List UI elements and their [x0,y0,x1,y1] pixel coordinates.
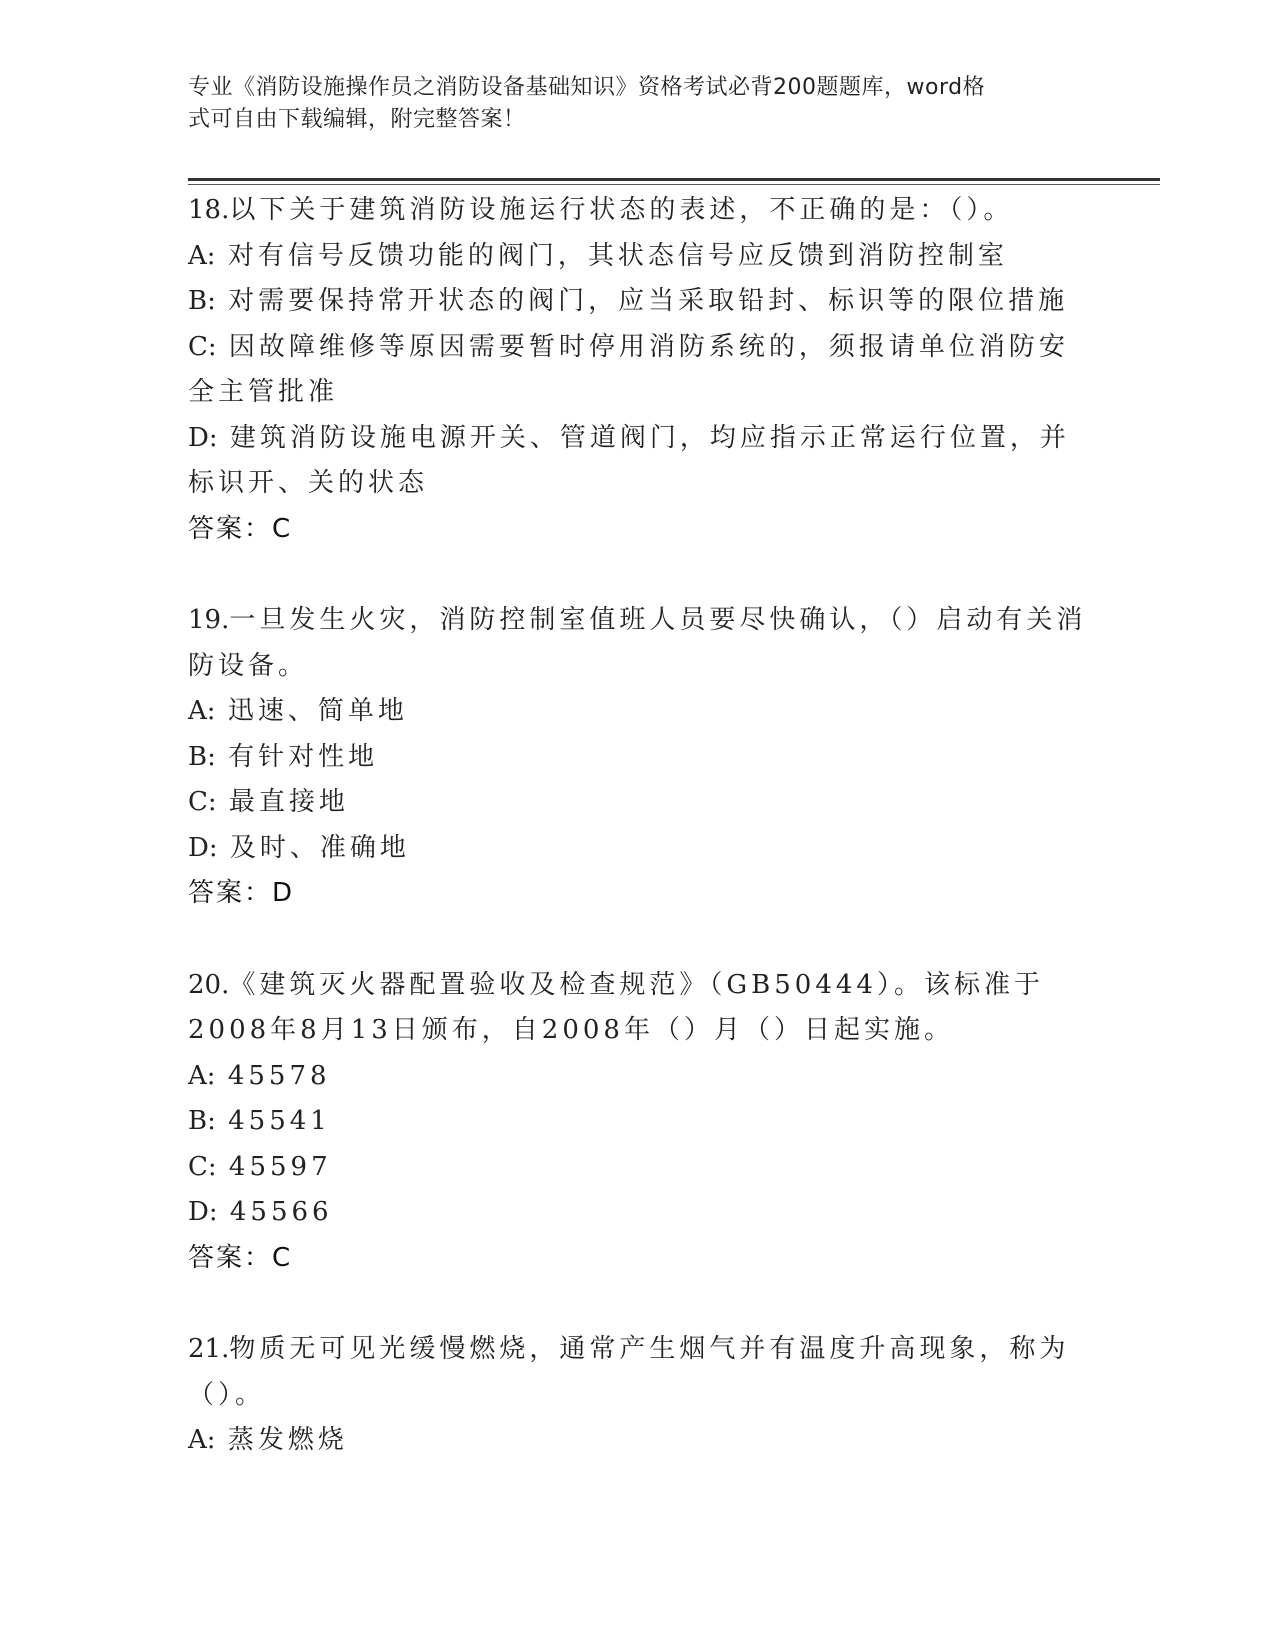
option-letter: D: [188,832,218,863]
question-text: 物质无可见光缓慢燃烧，通常产生烟气并有温度升高现象，称为（）。 [188,1334,1070,1410]
question-stem [188,598,1088,689]
header-line-1: 专业《消防设施操作员之消防设备基础知识》资格考试必背200题题库，word格 [188,75,986,100]
option-text: 最直接地 [228,787,349,817]
option-letter: B: [188,286,216,316]
option-text: 45578 [227,1060,331,1091]
question-text: 以下关于建筑消防设施运行状态的表述，不正确的是：（）。 [229,195,1014,225]
header-divider-thin [188,184,1160,185]
option-letter: C: [188,787,217,817]
answer-line: 答案：C [188,1242,293,1273]
option-text: 有针对性地 [228,741,379,772]
option-text: 建筑消防设施电源开关、管道阀门，均应指示正常运行位置，并标识开、关的状态 [188,422,1070,498]
option-letter: D: [188,422,218,453]
question-text: 一旦发生火灾，消防控制室值班人员要尽快确认，（）启动有关消防设备。 [188,605,1087,681]
option-letter: A: [188,1425,216,1455]
question-text: 《建筑灭火器配置验收及检查规范》（GB50444）。该标准于2008年8月13日颁布，自2008年（）月（）日起实施。 [188,969,1044,1045]
answer-line: 答案：C [188,513,293,544]
option-text: 45566 [229,1197,333,1227]
option-letter: C: [188,1151,217,1182]
option-text: 对需要保持常开状态的阀门，应当采取铅封、标识等的限位措施 [228,286,1069,316]
option-letter: A: [188,240,216,271]
option-d [188,416,1088,507]
page-header [188,72,1068,136]
option-a [188,234,1088,280]
option-text: 及时、准确地 [229,832,410,863]
option-text: 45541 [228,1106,331,1136]
question-list [188,188,1088,1510]
question-number: 21. [188,1334,230,1364]
option-a [188,1054,1088,1100]
question-19 [188,598,1088,917]
option-letter: B: [188,1106,216,1136]
option-text: 对有信号反馈功能的阀门，其状态信号应反馈到消防控制室 [227,240,1008,271]
option-letter: B: [188,741,216,772]
question-number: 19. [188,605,230,635]
question-number: 20. [188,969,230,1000]
option-text: 迅速、简单地 [227,696,408,726]
option-c [188,780,1088,826]
question-stem [188,1327,1088,1418]
option-b [188,1099,1088,1145]
option-c [188,1145,1088,1191]
option-d [188,826,1088,872]
question-stem [188,188,1088,234]
option-text: 因故障维修等原因需要暂时停用消防系统的，须报请单位消防安全主管批准 [188,331,1069,407]
header-divider-thick [188,178,1160,181]
option-letter: A: [188,696,216,726]
option-letter: A: [188,1060,216,1091]
option-d [188,1190,1088,1236]
option-letter: D: [188,1197,218,1227]
answer-line: 答案：D [188,878,295,908]
option-letter: C: [188,331,217,362]
option-text: 45597 [228,1151,332,1182]
option-b [188,279,1088,325]
question-stem [188,963,1088,1054]
question-21 [188,1327,1088,1464]
option-c [188,325,1088,416]
option-text: 蒸发燃烧 [227,1425,348,1455]
question-18 [188,188,1088,552]
question-20 [188,963,1088,1282]
question-number: 18. [188,195,230,225]
header-line-2: 式可自由下载编辑，附完整答案！ [188,107,526,132]
option-b [188,735,1088,781]
option-a [188,1418,1088,1464]
option-a [188,689,1088,735]
